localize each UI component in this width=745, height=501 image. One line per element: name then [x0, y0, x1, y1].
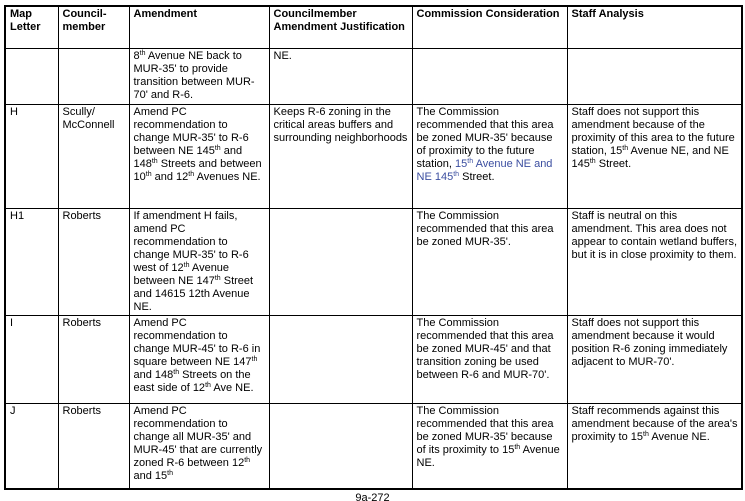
cell-justification: [269, 208, 412, 315]
page-number: 9a-272: [355, 492, 390, 501]
table-row: [5, 315, 742, 403]
table-row: [5, 208, 742, 315]
table-row: [5, 403, 742, 489]
cell-justification: Keeps R-6 zoning in the critical areas buffers and surrounding neighborhoods: [269, 104, 412, 208]
col-header-commission: Commission Consideration: [412, 6, 567, 48]
cell-map-letter: J: [5, 403, 58, 489]
col-header-map-letter: Map Letter: [5, 6, 58, 48]
cell-staff-analysis: Staff does not support this amendment because of the proximity of this area to the future station, 15th Avenue NE, and NE 145th Street.: [567, 104, 742, 208]
cell-amendment: Amend PC recommendation to change MUR-35' to R-6 between NE 145th and 148th Streets and between 10th and 12th Avenues NE.: [129, 104, 269, 208]
cell-amendment: Amend PC recommendation to change all MUR-35' and MUR-45' that are currently zoned R-6 between 12th and 15th: [129, 403, 269, 489]
cell-map-letter: [5, 48, 58, 104]
col-header-councilmember: Council-member: [58, 6, 129, 48]
cell-commission: The Commission recommended that this area be zoned MUR-35' because of its proximity to 15th Avenue NE.: [412, 403, 567, 489]
cell-justification: NE.: [269, 48, 412, 104]
table-row: [5, 104, 742, 208]
cell-commission: [412, 48, 567, 104]
cell-staff-analysis: [567, 48, 742, 104]
cell-amendment: If amendment H fails, amend PC recommendation to change MUR-35' to R-6 west of 12th Avenue between NE 147th Street and 14615 12th Avenue NE.: [129, 208, 269, 315]
table-header-row: [5, 6, 742, 48]
cell-councilmember: [58, 48, 129, 104]
cell-amendment: Amend PC recommendation to change MUR-45' to R-6 in square between NE 147th and 148th Streets on the east side of 12th Ave NE.: [129, 315, 269, 403]
col-header-justification: Councilmember Amendment Justification: [269, 6, 412, 48]
cell-justification: [269, 403, 412, 489]
cell-councilmember: Roberts: [58, 208, 129, 315]
cell-justification: [269, 315, 412, 403]
cell-map-letter: H: [5, 104, 58, 208]
col-header-staff-analysis: Staff Analysis: [567, 6, 742, 48]
cell-staff-analysis: Staff does not support this amendment because it would position R-6 zoning immediately adjacent to MUR-70'.: [567, 315, 742, 403]
cell-commission: The Commission recommended that this area be zoned MUR-35'.: [412, 208, 567, 315]
amendments-table: [4, 5, 743, 490]
table-row: [5, 48, 742, 104]
cell-commission: The Commission recommended that this area be zoned MUR-45' and that transition zoning be used between R-6 and MUR-70'.: [412, 315, 567, 403]
cell-map-letter: I: [5, 315, 58, 403]
col-header-amendment: Amendment: [129, 6, 269, 48]
cell-commission: The Commission recommended that this area be zoned MUR-35' because of proximity to the future station, 15th Avenue NE and NE 145th Street.: [412, 104, 567, 208]
cell-councilmember: Roberts: [58, 403, 129, 489]
cell-amendment: 8th Avenue NE back to MUR-35' to provide transition between MUR-70' and R-6.: [129, 48, 269, 104]
cell-staff-analysis: Staff recommends against this amendment because of the area's proximity to 15th Avenue NE.: [567, 403, 742, 489]
cell-councilmember: Roberts: [58, 315, 129, 403]
cell-councilmember: Scully/ McConnell: [58, 104, 129, 208]
cell-map-letter: H1: [5, 208, 58, 315]
cell-staff-analysis: Staff is neutral on this amendment. This area does not appear to contain wetland buffers, but it is in close proximity to them.: [567, 208, 742, 315]
